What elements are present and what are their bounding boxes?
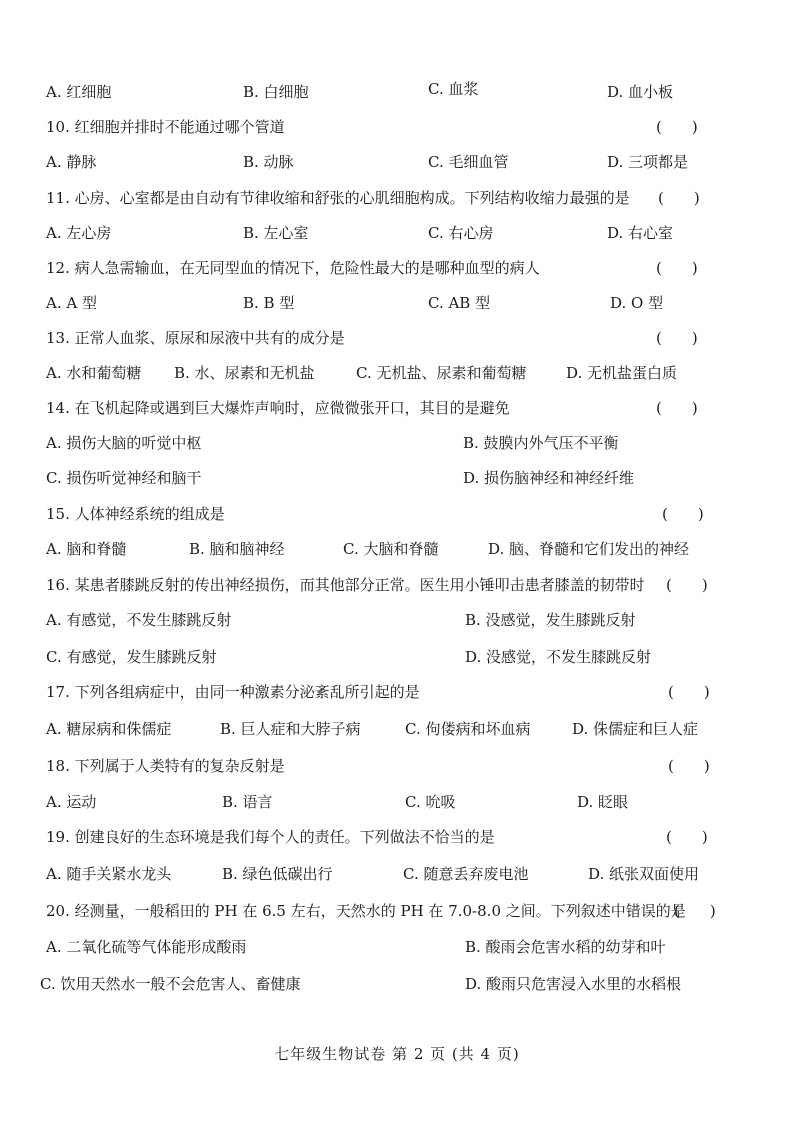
answer-parentheses: ( ) <box>658 189 700 207</box>
option-a: A. 随手关紧水龙头 <box>46 865 172 883</box>
option-b: B. 动脉 <box>243 153 294 171</box>
q10-stem-row <box>0 115 794 139</box>
option-d: D. 眨眼 <box>577 793 629 811</box>
option-c: C. AB 型 <box>428 294 491 312</box>
option-a: A. 红细胞 <box>46 83 112 101</box>
q13-options <box>0 361 794 385</box>
option-b: B. B 型 <box>243 294 295 312</box>
option-b: B. 左心室 <box>243 224 309 242</box>
option-d: D. 纸张双面使用 <box>588 865 700 883</box>
question-stem: 15. 人体神经系统的组成是 <box>46 505 225 523</box>
q11-stem-row <box>0 186 794 210</box>
q19-stem-row <box>0 825 794 849</box>
option-b: B. 酸雨会危害水稻的幼芽和叶 <box>465 938 666 956</box>
q14-options-row-1 <box>0 431 794 455</box>
q12-stem-row <box>0 256 794 280</box>
answer-parentheses: ( ) <box>656 259 698 277</box>
option-d: D. 侏儒症和巨人症 <box>572 720 699 738</box>
option-c: C. 毛细血管 <box>428 153 509 171</box>
question-stem: 10. 红细胞并排时不能通过哪个管道 <box>46 118 285 136</box>
option-a: A. 静脉 <box>46 153 97 171</box>
option-d: D. O 型 <box>610 294 664 312</box>
q14-stem-row <box>0 396 794 420</box>
option-c: C. 损伤听觉神经和脑干 <box>46 469 202 487</box>
option-d: D. 无机盐蛋白质 <box>566 364 678 382</box>
option-c: C. 佝偻病和坏血病 <box>405 720 531 738</box>
option-a: A. 有感觉，不发生膝跳反射 <box>46 611 232 629</box>
q20-stem-row <box>0 899 794 923</box>
option-a: A. 二氧化硫等气体能形成酸雨 <box>46 938 247 956</box>
option-b: B. 白细胞 <box>243 83 309 101</box>
question-stem: 12. 病人急需输血，在无同型血的情况下，危险性最大的是哪种血型的病人 <box>46 259 540 277</box>
q16-stem-row <box>0 573 794 597</box>
answer-parentheses: ( ) <box>656 329 698 347</box>
option-c: C. 大脑和脊髓 <box>343 540 439 558</box>
option-d: D. 酸雨只危害浸入水里的水稻根 <box>465 975 682 993</box>
q15-options <box>0 537 794 561</box>
option-a: A. 脑和脊髓 <box>46 540 127 558</box>
q14-options-row-2 <box>0 466 794 490</box>
option-a: A. 糖尿病和侏儒症 <box>46 720 172 738</box>
answer-parentheses: ( ) <box>674 902 716 920</box>
option-a: A. 运动 <box>46 793 97 811</box>
option-d: D. 血小板 <box>607 83 674 101</box>
q19-options <box>0 862 794 886</box>
option-d: D. 脑、脊髓和它们发出的神经 <box>488 540 690 558</box>
question-stem: 16. 某患者膝跳反射的传出神经损伤，而其他部分正常。医生用小锤叩击患者膝盖的韧带时 <box>46 576 645 594</box>
option-b: B. 语言 <box>222 793 273 811</box>
q12-options <box>0 291 794 315</box>
option-c: C. 右心房 <box>428 224 494 242</box>
answer-parentheses: ( ) <box>668 683 710 701</box>
question-stem: 17. 下列各组病症中，由同一种激素分泌紊乱所引起的是 <box>46 683 420 701</box>
option-c: C. 无机盐、尿素和葡萄糖 <box>356 364 527 382</box>
q18-options <box>0 790 794 814</box>
option-b: B. 绿色低碳出行 <box>222 865 333 883</box>
q16-options-row-1 <box>0 608 794 632</box>
q20-options-row-1 <box>0 935 794 959</box>
option-c: C. 饮用天然水一般不会危害人、畜健康 <box>40 975 301 993</box>
option-b: B. 鼓膜内外气压不平衡 <box>463 434 619 452</box>
answer-parentheses: ( ) <box>668 757 710 775</box>
question-stem: 19. 创建良好的生态环境是我们每个人的责任。下列做法不恰当的是 <box>46 828 495 846</box>
q11-options <box>0 221 794 245</box>
option-a: A. 水和葡萄糖 <box>46 364 142 382</box>
q18-stem-row <box>0 754 794 778</box>
question-stem: 20. 经测量，一般稻田的 PH 在 6.5 左右，天然水的 PH 在 7.0-8.0 之间。下列叙述中错误的是 <box>46 902 686 920</box>
q20-options-row-2 <box>0 972 794 996</box>
option-b: B. 脑和脑神经 <box>189 540 285 558</box>
q17-stem-row <box>0 680 794 704</box>
question-stem: 14. 在飞机起降或遇到巨大爆炸声响时，应微微张开口，其目的是避免 <box>46 399 510 417</box>
option-b: B. 巨人症和大脖子病 <box>220 720 361 738</box>
option-b: B. 没感觉，发生膝跳反射 <box>465 611 636 629</box>
q10-options <box>0 150 794 174</box>
answer-parentheses: ( ) <box>666 828 708 846</box>
answer-parentheses: ( ) <box>666 576 708 594</box>
question-stem: 18. 下列属于人类特有的复杂反射是 <box>46 757 285 775</box>
answer-parentheses: ( ) <box>656 399 698 417</box>
option-a: A. 左心房 <box>46 224 112 242</box>
q16-options-row-2 <box>0 645 794 669</box>
page-footer: 七年级生物试卷 第 2 页 (共 4 页) <box>274 1045 520 1063</box>
option-c: C. 吮吸 <box>405 793 456 811</box>
answer-parentheses: ( ) <box>662 505 704 523</box>
option-d: D. 三项都是 <box>607 153 689 171</box>
option-c: C. 血浆 <box>428 80 479 98</box>
option-a: A. 损伤大脑的听觉中枢 <box>46 434 202 452</box>
question-stem: 13. 正常人血浆、原尿和尿液中共有的成分是 <box>46 329 345 347</box>
q9-options <box>0 80 794 104</box>
option-d: D. 右心室 <box>607 224 674 242</box>
option-b: B. 水、尿素和无机盐 <box>174 364 315 382</box>
question-stem: 11. 心房、心室都是由自动有节律收缩和舒张的心肌细胞构成。下列结构收缩力最强的是 <box>46 189 630 207</box>
q15-stem-row <box>0 502 794 526</box>
option-a: A. A 型 <box>46 294 97 312</box>
option-c: C. 随意丢弃废电池 <box>403 865 529 883</box>
answer-parentheses: ( ) <box>656 118 698 136</box>
option-c: C. 有感觉，发生膝跳反射 <box>46 648 217 666</box>
q13-stem-row <box>0 326 794 350</box>
option-d: D. 没感觉，不发生膝跳反射 <box>465 648 652 666</box>
option-d: D. 损伤脑神经和神经纤维 <box>463 469 635 487</box>
q17-options <box>0 717 794 741</box>
